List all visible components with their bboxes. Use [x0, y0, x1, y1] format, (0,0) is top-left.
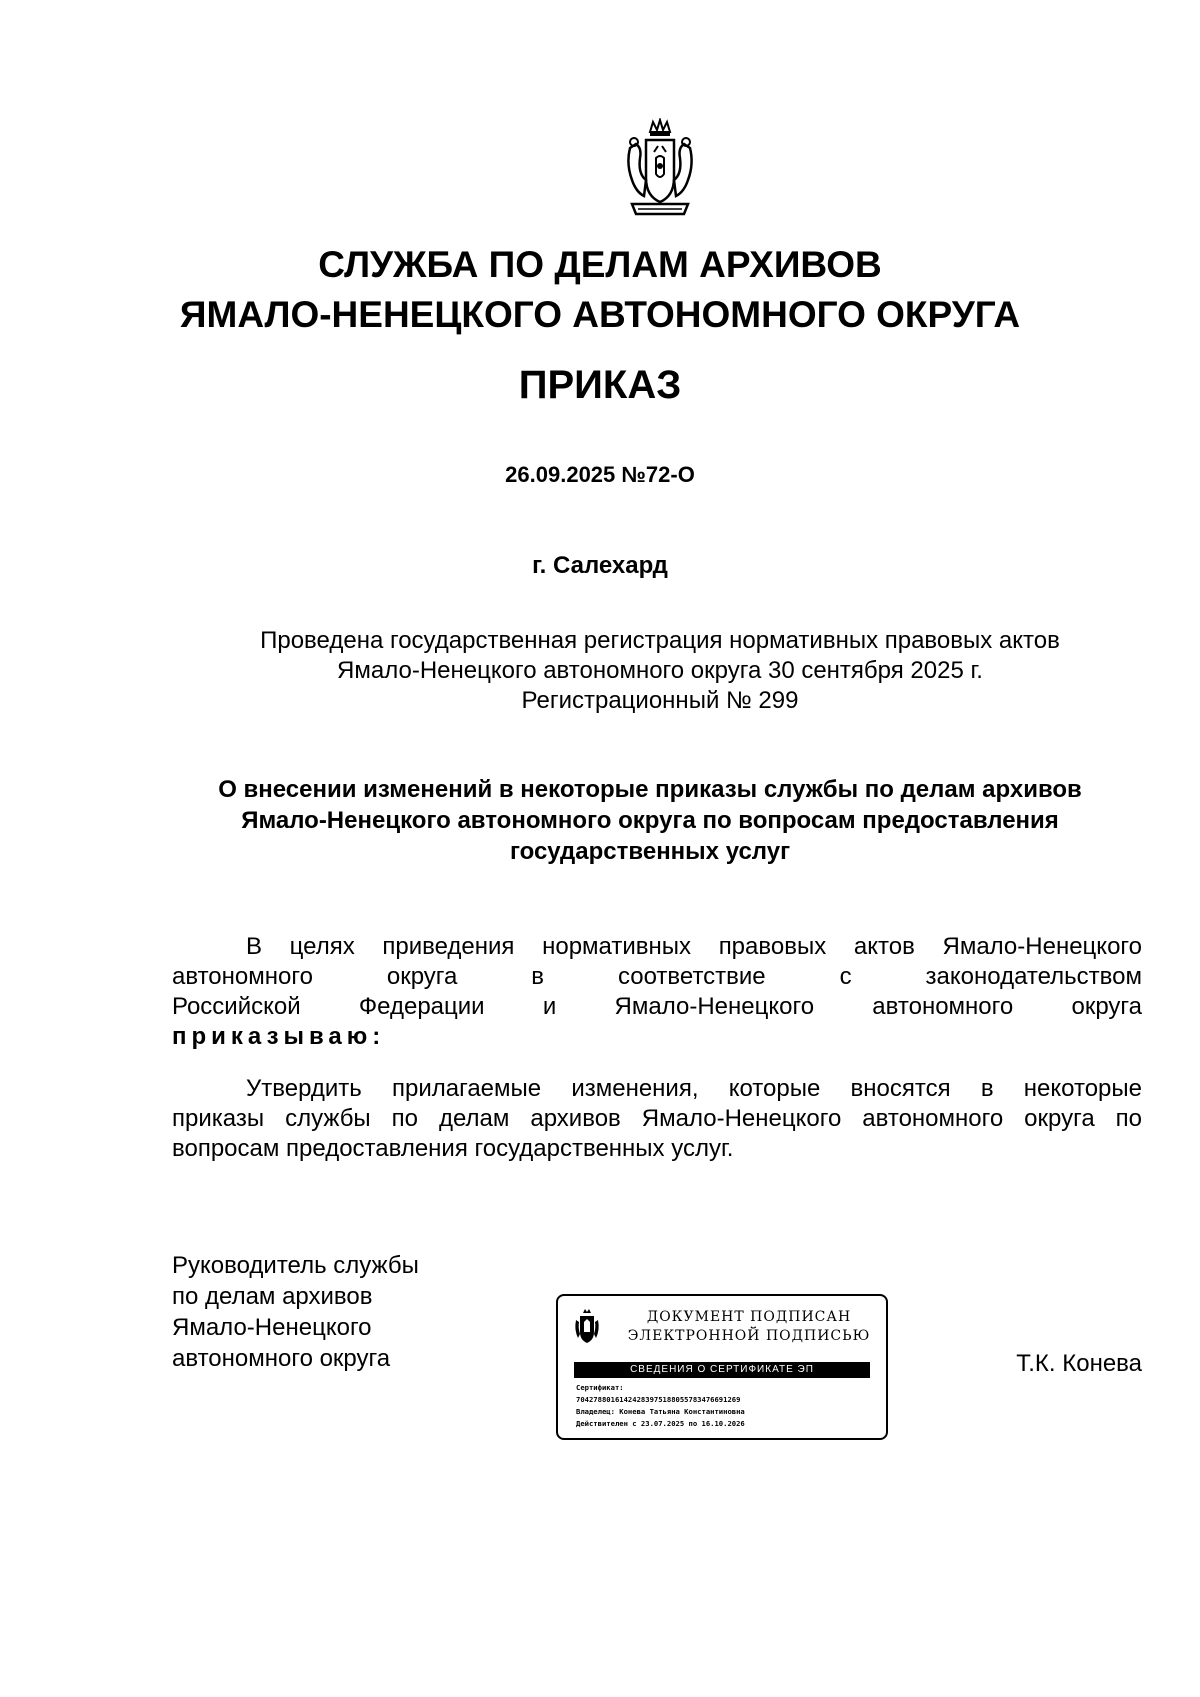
signatory-title-line2: по делам архивов: [172, 1283, 373, 1310]
signatory-title-line3: Ямало-Ненецкого: [172, 1314, 372, 1341]
electronic-signature-stamp: [556, 1294, 888, 1440]
signatory-title-line4: автономного округа: [172, 1345, 391, 1372]
stamp-title-line2: ЭЛЕКТРОННОЙ ПОДПИСЬЮ: [627, 1328, 871, 1344]
signatory-title-line1: Руководитель службы: [172, 1252, 419, 1279]
organization-title: [0, 240, 1200, 340]
preamble-line1: В целях приведения нормативных правовых актов Ямало-Ненецкого: [246, 933, 1142, 960]
registration-note: [210, 626, 1110, 716]
stamp-owner: Владелец: Конева Татьяна Константиновна: [576, 1407, 745, 1416]
order-subject: [170, 774, 1130, 867]
order-subject-line1: О внесении изменений в некоторые приказы службы по делам архивов: [218, 776, 1082, 803]
stamp-details: [576, 1382, 876, 1430]
preamble-line3: Российской Федерации и Ямало-Ненецкого автономного округа: [172, 993, 1142, 1020]
organization-title-line1: СЛУЖБА ПО ДЕЛАМ АРХИВОВ: [318, 244, 882, 285]
order-subject-line3: государственных услуг: [509, 838, 791, 865]
stamp-title: [618, 1308, 880, 1346]
order-paragraph: [172, 1074, 1142, 1164]
stamp-cert-label: Сертификат:: [576, 1383, 624, 1392]
city: г. Салехард: [532, 552, 668, 579]
stamp-cert-number: 70427880161424283975188055783476691269: [576, 1395, 741, 1404]
order-line3: вопросам предоставления государственных услуг.: [172, 1135, 734, 1162]
order-word: приказываю:: [172, 1023, 386, 1050]
preamble-paragraph: [172, 932, 1142, 1052]
registration-note-line2: Ямало-Ненецкого автономного округа 30 сентября 2025 г.: [337, 657, 983, 684]
order-line1: Утвердить прилагаемые изменения, которые вносятся в некоторые: [246, 1075, 1142, 1102]
stamp-emblem-icon: [574, 1308, 600, 1346]
signatory-title: [172, 1250, 502, 1374]
signer-name: Т.К. Конева: [1016, 1350, 1142, 1377]
stamp-certificate-bar: СВЕДЕНИЯ О СЕРТИФИКАТЕ ЭП: [574, 1362, 870, 1378]
organization-title-line2: ЯМАЛО-НЕНЕЦКОГО АВТОНОМНОГО ОКРУГА: [179, 294, 1021, 335]
coat-of-arms-emblem: [622, 118, 698, 220]
registration-note-line3: Регистрационный № 299: [521, 687, 799, 714]
stamp-title-line1: ДОКУМЕНТ ПОДПИСАН: [646, 1309, 852, 1325]
order-line2: приказы службы по делам архивов Ямало-Ненецкого автономного округа по: [172, 1105, 1142, 1132]
order-subject-line2: Ямало-Ненецкого автономного округа по вопросам предоставления: [241, 807, 1059, 834]
date-and-number: 26.09.2025 №72-О: [505, 462, 695, 487]
document-type-title: ПРИКАЗ: [518, 363, 682, 407]
stamp-validity: Действителен с 23.07.2025 по 16.10.2026: [576, 1419, 745, 1428]
preamble-line2: автономного округа в соответствие с законодательством: [172, 963, 1142, 990]
registration-note-line1: Проведена государственная регистрация нормативных правовых актов: [260, 627, 1060, 654]
